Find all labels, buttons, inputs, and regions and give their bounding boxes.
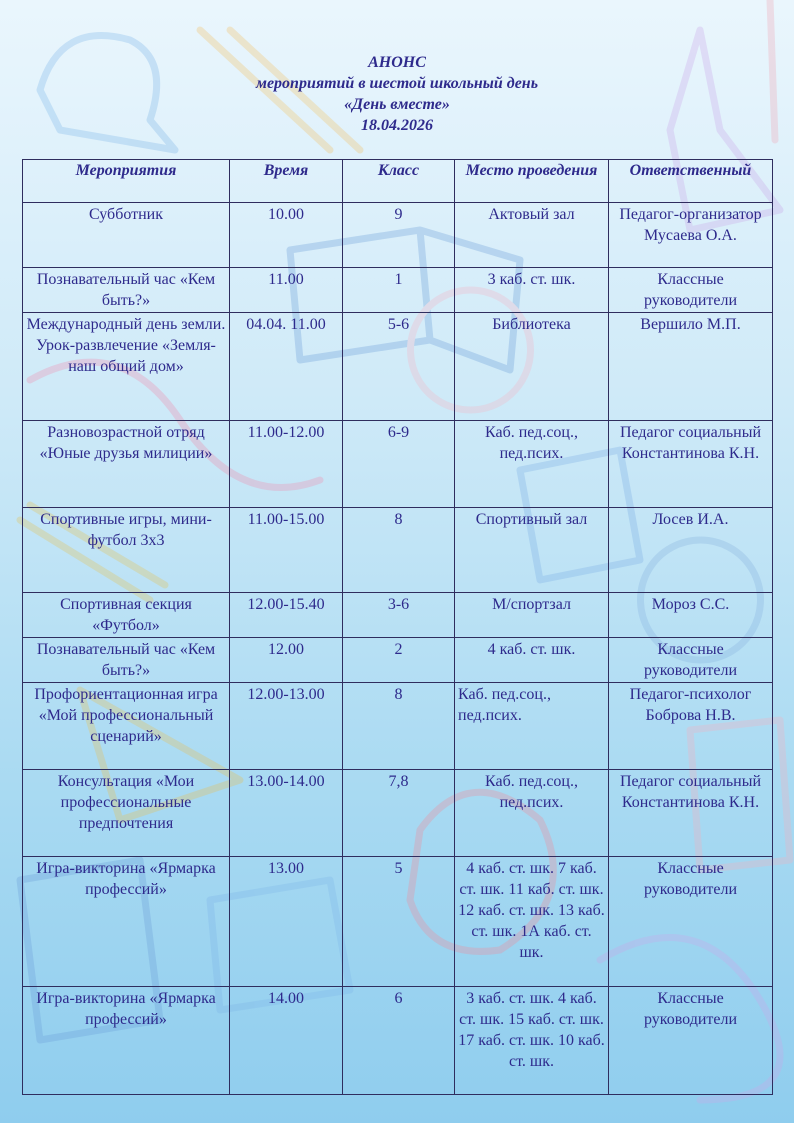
table-row bbox=[23, 683, 773, 770]
place-cell: 4 каб. ст. шк. bbox=[455, 638, 609, 683]
table-row bbox=[23, 268, 773, 313]
event-cell: Игра-викторина «Ярмарка профессий» bbox=[23, 857, 230, 987]
responsible-cell: Педагог-организатор Мусаева О.А. bbox=[609, 203, 773, 268]
table-row bbox=[23, 638, 773, 683]
place-cell: Каб. пед.соц., пед.псих. bbox=[455, 770, 609, 857]
time-cell: 11.00 bbox=[230, 268, 343, 313]
column-header-time: Время bbox=[230, 160, 343, 203]
time-cell: 12.00-13.00 bbox=[230, 683, 343, 770]
grade-cell: 9 bbox=[343, 203, 455, 268]
time-cell: 13.00-14.00 bbox=[230, 770, 343, 857]
event-cell: Спортивные игры, мини-футбол 3х3 bbox=[23, 508, 230, 593]
grade-cell: 2 bbox=[343, 638, 455, 683]
responsible-cell: Педагог социальный Константинова К.Н. bbox=[609, 770, 773, 857]
place-cell: Каб. пед.соц., пед.псих. bbox=[455, 421, 609, 508]
table-row bbox=[23, 857, 773, 987]
time-cell: 11.00-12.00 bbox=[230, 421, 343, 508]
announcement-day-name: «День вместе» bbox=[344, 96, 450, 113]
grade-cell: 8 bbox=[343, 683, 455, 770]
column-header-event: Мероприятия bbox=[23, 160, 230, 203]
column-header-responsible: Ответственный bbox=[609, 160, 773, 203]
table-row bbox=[23, 313, 773, 421]
announcement-date: 18.04.2026 bbox=[361, 117, 433, 134]
grade-cell: 8 bbox=[343, 508, 455, 593]
announcement-subtitle: мероприятий в шестой школьный день bbox=[255, 75, 538, 92]
table-row bbox=[23, 593, 773, 638]
place-cell: 3 каб. ст. шк. 4 каб. ст. шк. 15 каб. ст. шк. 17 каб. ст. шк. 10 каб. ст. шк. bbox=[455, 987, 609, 1095]
grade-cell: 5 bbox=[343, 857, 455, 987]
place-cell: М/спортзал bbox=[455, 593, 609, 638]
responsible-cell: Мороз С.С. bbox=[609, 593, 773, 638]
grade-cell: 7,8 bbox=[343, 770, 455, 857]
time-cell: 14.00 bbox=[230, 987, 343, 1095]
table-row bbox=[23, 421, 773, 508]
time-cell: 04.04. 11.00 bbox=[230, 313, 343, 421]
place-cell: Каб. пед.соц., пед.псих. bbox=[455, 683, 609, 770]
responsible-cell: Классные руководители bbox=[609, 857, 773, 987]
column-header-place: Место проведения bbox=[455, 160, 609, 203]
grade-cell: 3-6 bbox=[343, 593, 455, 638]
grade-cell: 1 bbox=[343, 268, 455, 313]
responsible-cell: Классные руководители bbox=[609, 987, 773, 1095]
event-cell: Консультация «Мои профессиональные предпочтения bbox=[23, 770, 230, 857]
table-row bbox=[23, 770, 773, 857]
responsible-cell: Классные руководители bbox=[609, 268, 773, 313]
time-cell: 12.00-15.40 bbox=[230, 593, 343, 638]
announcement-header bbox=[0, 52, 794, 136]
table-row bbox=[23, 203, 773, 268]
time-cell: 13.00 bbox=[230, 857, 343, 987]
grade-cell: 6 bbox=[343, 987, 455, 1095]
events-table bbox=[22, 159, 773, 1095]
event-cell: Международный день земли. Урок-развлечение «Земля-наш общий дом» bbox=[23, 313, 230, 421]
responsible-cell: Педагог-психолог Боброва Н.В. bbox=[609, 683, 773, 770]
event-cell: Субботник bbox=[23, 203, 230, 268]
place-cell: 3 каб. ст. шк. bbox=[455, 268, 609, 313]
column-header-grade: Класс bbox=[343, 160, 455, 203]
announcement-title: АНОНС bbox=[368, 54, 426, 71]
event-cell: Спортивная секция «Футбол» bbox=[23, 593, 230, 638]
responsible-cell: Педагог социальный Константинова К.Н. bbox=[609, 421, 773, 508]
table-header-row bbox=[23, 160, 773, 203]
grade-cell: 6-9 bbox=[343, 421, 455, 508]
responsible-cell: Лосев И.А. bbox=[609, 508, 773, 593]
table-row bbox=[23, 987, 773, 1095]
event-cell: Познавательный час «Кем быть?» bbox=[23, 638, 230, 683]
place-cell: Спортивный зал bbox=[455, 508, 609, 593]
place-cell: 4 каб. ст. шк. 7 каб. ст. шк. 11 каб. ст. шк. 12 каб. ст. шк. 13 каб. ст. шк. 1А каб. ст. шк. bbox=[455, 857, 609, 987]
time-cell: 12.00 bbox=[230, 638, 343, 683]
time-cell: 11.00-15.00 bbox=[230, 508, 343, 593]
responsible-cell: Вершило М.П. bbox=[609, 313, 773, 421]
responsible-cell: Классные руководители bbox=[609, 638, 773, 683]
event-cell: Профориентационная игра «Мой профессиональный сценарий» bbox=[23, 683, 230, 770]
event-cell: Игра-викторина «Ярмарка профессий» bbox=[23, 987, 230, 1095]
event-cell: Познавательный час «Кем быть?» bbox=[23, 268, 230, 313]
place-cell: Актовый зал bbox=[455, 203, 609, 268]
place-cell: Библиотека bbox=[455, 313, 609, 421]
event-cell: Разновозрастной отряд «Юные друзья милиции» bbox=[23, 421, 230, 508]
table-row bbox=[23, 508, 773, 593]
grade-cell: 5-6 bbox=[343, 313, 455, 421]
time-cell: 10.00 bbox=[230, 203, 343, 268]
